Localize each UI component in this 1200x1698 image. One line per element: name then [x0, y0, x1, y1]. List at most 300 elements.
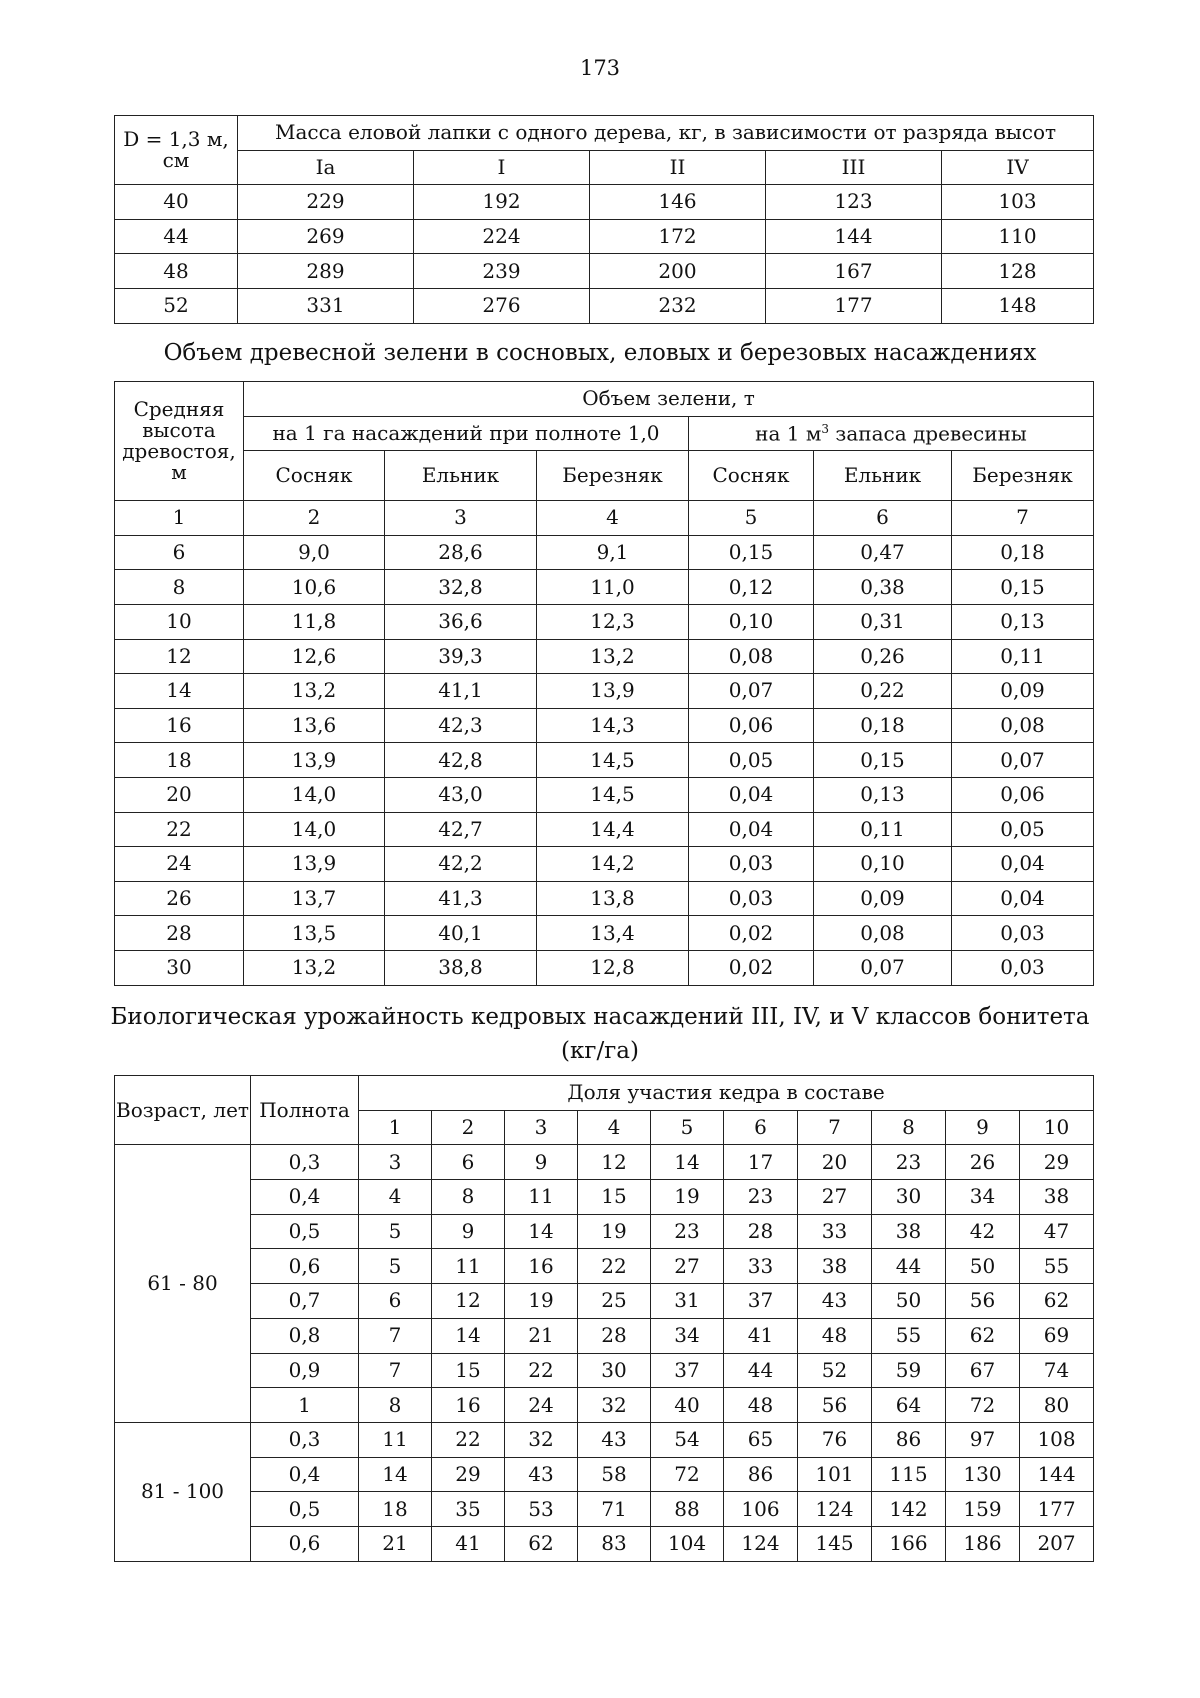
table3-density-header: Полнота — [251, 1076, 359, 1145]
table-cell: 0,22 — [814, 674, 952, 709]
table-row — [115, 288, 1094, 323]
table3-column-header: 7 — [798, 1110, 872, 1145]
table-cell: 28 — [578, 1318, 651, 1353]
table-cell: 80 — [1020, 1388, 1094, 1423]
table-cell: 124 — [798, 1492, 872, 1527]
table-cell: 13,4 — [537, 916, 689, 951]
table-cell: 142 — [872, 1492, 946, 1527]
table-cell: 59 — [872, 1353, 946, 1388]
table-cell: 104 — [651, 1526, 724, 1561]
table-cell: 0,06 — [689, 708, 814, 743]
table-cell: 27 — [651, 1249, 724, 1284]
table-cell: 101 — [798, 1457, 872, 1492]
table-cell: 14 — [651, 1145, 724, 1180]
table3-column-header: 5 — [651, 1110, 724, 1145]
table-cell: 16 — [432, 1388, 505, 1423]
table-row — [115, 916, 1094, 951]
table-cell: 11,8 — [244, 604, 385, 639]
table3-column-header: 2 — [432, 1110, 505, 1145]
table-cell: 58 — [578, 1457, 651, 1492]
table-cell: 0,09 — [814, 881, 952, 916]
table3-column-header: 1 — [359, 1110, 432, 1145]
table-row — [115, 1284, 1094, 1319]
table3-age-group: 81 - 100 — [115, 1422, 251, 1561]
table-cell: 52 — [115, 288, 238, 323]
table2-column-number: 6 — [814, 501, 952, 536]
table-cell: 13,8 — [537, 881, 689, 916]
table3-age-header: Возраст, лет — [115, 1076, 251, 1145]
table-cell: 12,3 — [537, 604, 689, 639]
table3-group-header: Доля участия кедра в составе — [359, 1076, 1094, 1111]
table1-column-header: III — [766, 150, 942, 185]
table-cell: 15 — [578, 1180, 651, 1215]
table-cell: 44 — [724, 1353, 798, 1388]
table2-body — [115, 382, 1094, 986]
table-cell: 0,10 — [814, 847, 952, 882]
table2-column-number: 5 — [689, 501, 814, 536]
table-row — [115, 812, 1094, 847]
table-cell: 10 — [115, 604, 244, 639]
table-cell: 62 — [505, 1526, 578, 1561]
table-cell: 144 — [766, 219, 942, 254]
table-row — [115, 674, 1094, 709]
table-cell: 166 — [872, 1526, 946, 1561]
table-cell: 42,8 — [385, 743, 537, 778]
table3-column-header: 10 — [1020, 1110, 1094, 1145]
table-row — [115, 881, 1094, 916]
table1-body — [115, 116, 1094, 324]
table-cell: 0,12 — [689, 570, 814, 605]
table-cell: 21 — [359, 1526, 432, 1561]
table1-column-header: Ia — [238, 150, 414, 185]
table-cell: 0,26 — [814, 639, 952, 674]
table-cell: 88 — [651, 1492, 724, 1527]
table-cell: 6 — [359, 1284, 432, 1319]
table-cell: 145 — [798, 1526, 872, 1561]
table-cell: 14 — [505, 1214, 578, 1249]
table-cell: 41 — [724, 1318, 798, 1353]
table-cell: 0,47 — [814, 535, 952, 570]
table2-caption: Объем древесной зелени в сосновых, еловых и березовых насаждениях — [163, 340, 1037, 366]
table-cell: 0,02 — [689, 916, 814, 951]
table-cell: 14 — [359, 1457, 432, 1492]
table-cell: 12 — [432, 1284, 505, 1319]
table-cell: 62 — [1020, 1284, 1094, 1319]
table-cell: 62 — [946, 1318, 1020, 1353]
table-cell: 7 — [359, 1353, 432, 1388]
table-cell: 33 — [798, 1214, 872, 1249]
table-cell: 106 — [724, 1492, 798, 1527]
table-cell: 0,6 — [251, 1249, 359, 1284]
table-row — [115, 1388, 1094, 1423]
table-row — [115, 604, 1094, 639]
table-cell: 8 — [432, 1180, 505, 1215]
table-cell: 0,03 — [689, 847, 814, 882]
table-cell: 41,1 — [385, 674, 537, 709]
table-cell: 331 — [238, 288, 414, 323]
table-cell: 37 — [724, 1284, 798, 1319]
table-row — [115, 1318, 1094, 1353]
table-cell: 128 — [942, 254, 1094, 289]
spruce-branch-mass-table — [114, 115, 1094, 324]
table2-column-number: 1 — [115, 501, 244, 536]
table-cell: 0,04 — [689, 812, 814, 847]
table-cell: 31 — [651, 1284, 724, 1319]
table-cell: 12,8 — [537, 950, 689, 985]
table-cell: 22 — [505, 1353, 578, 1388]
table1-row-header-label: D = 1,3 м, — [123, 127, 229, 152]
table2-subgroup-per-hectare: на 1 га насаждений при полноте 1,0 — [244, 416, 689, 451]
table-cell: 24 — [115, 847, 244, 882]
table-cell: 22 — [432, 1422, 505, 1457]
table-cell: 0,04 — [952, 881, 1094, 916]
table-cell: 177 — [766, 288, 942, 323]
table2-column-header: Березняк — [952, 451, 1094, 501]
table-cell: 9,1 — [537, 535, 689, 570]
table-cell: 0,08 — [814, 916, 952, 951]
table3-column-header: 8 — [872, 1110, 946, 1145]
table-cell: 25 — [578, 1284, 651, 1319]
table-cell: 3 — [359, 1145, 432, 1180]
table2-column-header: Сосняк — [689, 451, 814, 501]
table-cell: 5 — [359, 1214, 432, 1249]
table-cell: 0,03 — [689, 881, 814, 916]
table1-row-header — [115, 116, 238, 185]
table-cell: 39,3 — [385, 639, 537, 674]
table-row — [115, 185, 1094, 220]
table-cell: 18 — [115, 743, 244, 778]
table2-subgroup-per-cubic-meter — [689, 416, 1094, 451]
table-cell: 41,3 — [385, 881, 537, 916]
table-cell: 7 — [359, 1318, 432, 1353]
table-cell: 130 — [946, 1457, 1020, 1492]
table-cell: 14,5 — [537, 743, 689, 778]
table-cell: 40,1 — [385, 916, 537, 951]
cedar-yield-table — [114, 1075, 1094, 1562]
table3-column-header: 9 — [946, 1110, 1020, 1145]
table-cell: 239 — [414, 254, 590, 289]
table-cell: 0,5 — [251, 1214, 359, 1249]
table-row — [115, 535, 1094, 570]
table-cell: 229 — [238, 185, 414, 220]
table-cell: 8 — [359, 1388, 432, 1423]
table-cell: 23 — [872, 1145, 946, 1180]
table-cell: 43 — [798, 1284, 872, 1319]
table-cell: 13,9 — [244, 847, 385, 882]
table-cell: 0,15 — [689, 535, 814, 570]
table-cell: 13,5 — [244, 916, 385, 951]
table2-column-number: 7 — [952, 501, 1094, 536]
table-cell: 54 — [651, 1422, 724, 1457]
table-row — [115, 570, 1094, 605]
table-cell: 159 — [946, 1492, 1020, 1527]
table-cell: 289 — [238, 254, 414, 289]
table-cell: 0,7 — [251, 1284, 359, 1319]
table-cell: 19 — [578, 1214, 651, 1249]
table-cell: 0,07 — [952, 743, 1094, 778]
table-cell: 148 — [942, 288, 1094, 323]
table-cell: 144 — [1020, 1457, 1094, 1492]
table-cell: 43 — [505, 1457, 578, 1492]
table-cell: 200 — [590, 254, 766, 289]
table-cell: 48 — [798, 1318, 872, 1353]
table3-caption — [0, 1000, 1200, 1068]
table-cell: 48 — [115, 254, 238, 289]
table-cell: 14,0 — [244, 812, 385, 847]
table-cell: 71 — [578, 1492, 651, 1527]
table-row — [115, 1353, 1094, 1388]
table-cell: 40 — [651, 1388, 724, 1423]
table-cell: 0,6 — [251, 1526, 359, 1561]
table-cell: 72 — [651, 1457, 724, 1492]
table2-column-number: 3 — [385, 501, 537, 536]
table-cell: 28,6 — [385, 535, 537, 570]
table-cell: 65 — [724, 1422, 798, 1457]
table-cell: 172 — [590, 219, 766, 254]
table-cell: 52 — [798, 1353, 872, 1388]
table3-column-header: 6 — [724, 1110, 798, 1145]
table-cell: 0,07 — [814, 950, 952, 985]
table2-row-header: Средняя высота древостоя, м — [115, 382, 244, 501]
table-cell: 0,11 — [952, 639, 1094, 674]
table-cell: 103 — [942, 185, 1094, 220]
table1-group-header: Масса еловой лапки с одного дерева, кг, в зависимости от разряда высот — [238, 116, 1094, 151]
table-cell: 0,15 — [814, 743, 952, 778]
table-cell: 13,2 — [537, 639, 689, 674]
table-cell: 38 — [1020, 1180, 1094, 1215]
table-cell: 30 — [872, 1180, 946, 1215]
table-cell: 22 — [578, 1249, 651, 1284]
table2-subgroup2-sup: 3 — [821, 421, 830, 436]
table-cell: 16 — [505, 1249, 578, 1284]
table-cell: 8 — [115, 570, 244, 605]
table-cell: 32 — [505, 1422, 578, 1457]
table-cell: 83 — [578, 1526, 651, 1561]
table-cell: 177 — [1020, 1492, 1094, 1527]
table-cell: 0,18 — [952, 535, 1094, 570]
table-cell: 14,4 — [537, 812, 689, 847]
table-cell: 1 — [251, 1388, 359, 1423]
table-cell: 14 — [115, 674, 244, 709]
table-cell: 86 — [872, 1422, 946, 1457]
table-cell: 108 — [1020, 1422, 1094, 1457]
table-cell: 30 — [578, 1353, 651, 1388]
table-cell: 14,0 — [244, 777, 385, 812]
table3-column-header: 3 — [505, 1110, 578, 1145]
table-row — [115, 254, 1094, 289]
table-cell: 0,4 — [251, 1180, 359, 1215]
table-cell: 10,6 — [244, 570, 385, 605]
table-cell: 124 — [724, 1526, 798, 1561]
table-cell: 42,3 — [385, 708, 537, 743]
table1-column-header: IV — [942, 150, 1094, 185]
table-cell: 22 — [115, 812, 244, 847]
table-cell: 42 — [946, 1214, 1020, 1249]
table-cell: 48 — [724, 1388, 798, 1423]
table2-subgroup2-suffix: запаса древесины — [829, 421, 1027, 446]
table-row — [115, 1145, 1094, 1180]
table-cell: 34 — [651, 1318, 724, 1353]
table-cell: 0,04 — [952, 847, 1094, 882]
table-cell: 17 — [724, 1145, 798, 1180]
table-cell: 146 — [590, 185, 766, 220]
greenery-volume-table — [114, 381, 1094, 986]
table-cell: 34 — [946, 1180, 1020, 1215]
table-cell: 115 — [872, 1457, 946, 1492]
table-cell: 56 — [798, 1388, 872, 1423]
table-cell: 15 — [432, 1353, 505, 1388]
table-cell: 207 — [1020, 1526, 1094, 1561]
table-cell: 41 — [432, 1526, 505, 1561]
table-cell: 40 — [115, 185, 238, 220]
table-cell: 232 — [590, 288, 766, 323]
table-cell: 16 — [115, 708, 244, 743]
table-cell: 0,13 — [952, 604, 1094, 639]
table-cell: 29 — [1020, 1145, 1094, 1180]
table-cell: 11 — [432, 1249, 505, 1284]
table-cell: 28 — [724, 1214, 798, 1249]
table-cell: 26 — [115, 881, 244, 916]
table-cell: 0,03 — [952, 950, 1094, 985]
table-cell: 0,11 — [814, 812, 952, 847]
table-cell: 72 — [946, 1388, 1020, 1423]
table-cell: 27 — [798, 1180, 872, 1215]
table-cell: 0,08 — [952, 708, 1094, 743]
table-cell: 14,5 — [537, 777, 689, 812]
table-cell: 38 — [872, 1214, 946, 1249]
table-cell: 55 — [1020, 1249, 1094, 1284]
table-cell: 11 — [359, 1422, 432, 1457]
table-cell: 13,9 — [244, 743, 385, 778]
table-cell: 36,6 — [385, 604, 537, 639]
table-cell: 0,9 — [251, 1353, 359, 1388]
table-cell: 0,3 — [251, 1422, 359, 1457]
table-cell: 20 — [115, 777, 244, 812]
table-row — [115, 219, 1094, 254]
table1-column-header: I — [414, 150, 590, 185]
table-cell: 14 — [432, 1318, 505, 1353]
table-cell: 14,3 — [537, 708, 689, 743]
table3-column-header: 4 — [578, 1110, 651, 1145]
table-cell: 6 — [115, 535, 244, 570]
table-cell: 269 — [238, 219, 414, 254]
table-cell: 76 — [798, 1422, 872, 1457]
table-cell: 43 — [578, 1422, 651, 1457]
table-cell: 50 — [946, 1249, 1020, 1284]
table-cell: 20 — [798, 1145, 872, 1180]
table2-column-header: Сосняк — [244, 451, 385, 501]
table-cell: 0,8 — [251, 1318, 359, 1353]
table-row — [115, 743, 1094, 778]
table-cell: 42,7 — [385, 812, 537, 847]
table-cell: 0,09 — [952, 674, 1094, 709]
table1-column-header: II — [590, 150, 766, 185]
table1-row-header-unit: см — [162, 148, 190, 173]
table-cell: 0,4 — [251, 1457, 359, 1492]
table2-column-header: Ельник — [814, 451, 952, 501]
table-cell: 13,2 — [244, 674, 385, 709]
table2-column-header: Березняк — [537, 451, 689, 501]
table-cell: 0,5 — [251, 1492, 359, 1527]
table-cell: 11 — [505, 1180, 578, 1215]
table-cell: 12,6 — [244, 639, 385, 674]
table-cell: 24 — [505, 1388, 578, 1423]
table-cell: 9,0 — [244, 535, 385, 570]
table-cell: 0,13 — [814, 777, 952, 812]
page-number: 173 — [579, 56, 621, 80]
table2-subgroup2-prefix: на 1 м — [755, 421, 822, 446]
table-cell: 53 — [505, 1492, 578, 1527]
table-cell: 4 — [359, 1180, 432, 1215]
table-cell: 0,03 — [952, 916, 1094, 951]
table-cell: 37 — [651, 1353, 724, 1388]
table2-group-header: Объем зелени, т — [244, 382, 1094, 417]
table-cell: 14,2 — [537, 847, 689, 882]
table-cell: 38 — [798, 1249, 872, 1284]
table-cell: 67 — [946, 1353, 1020, 1388]
table-cell: 0,06 — [952, 777, 1094, 812]
table-cell: 74 — [1020, 1353, 1094, 1388]
table-cell: 50 — [872, 1284, 946, 1319]
table-cell: 11,0 — [537, 570, 689, 605]
table-row — [115, 847, 1094, 882]
table-row — [115, 1249, 1094, 1284]
table-cell: 0,31 — [814, 604, 952, 639]
table2-column-header: Ельник — [385, 451, 537, 501]
table-cell: 13,6 — [244, 708, 385, 743]
table-cell: 44 — [115, 219, 238, 254]
table-cell: 38,8 — [385, 950, 537, 985]
table-cell: 192 — [414, 185, 590, 220]
table-cell: 167 — [766, 254, 942, 289]
table-cell: 0,05 — [952, 812, 1094, 847]
table-cell: 0,10 — [689, 604, 814, 639]
table-row — [115, 708, 1094, 743]
table-cell: 6 — [432, 1145, 505, 1180]
table-cell: 56 — [946, 1284, 1020, 1319]
table-cell: 35 — [432, 1492, 505, 1527]
table-cell: 0,08 — [689, 639, 814, 674]
table-cell: 26 — [946, 1145, 1020, 1180]
table-cell: 86 — [724, 1457, 798, 1492]
table-cell: 28 — [115, 916, 244, 951]
table-row — [115, 1492, 1094, 1527]
table3-body — [115, 1076, 1094, 1562]
table-cell: 32,8 — [385, 570, 537, 605]
table-cell: 23 — [651, 1214, 724, 1249]
table-cell: 123 — [766, 185, 942, 220]
table-cell: 43,0 — [385, 777, 537, 812]
table-row — [115, 777, 1094, 812]
table3-caption-line1: Биологическая урожайность кедровых насаждений III, IV, и V классов бонитета — [110, 1004, 1090, 1030]
table-cell: 21 — [505, 1318, 578, 1353]
table-cell: 0,18 — [814, 708, 952, 743]
table-row — [115, 639, 1094, 674]
table-cell: 23 — [724, 1180, 798, 1215]
table-cell: 0,05 — [689, 743, 814, 778]
table3-caption-line2: (кг/га) — [561, 1038, 639, 1064]
table-cell: 0,04 — [689, 777, 814, 812]
table-cell: 186 — [946, 1526, 1020, 1561]
table-cell: 12 — [115, 639, 244, 674]
table-cell: 19 — [651, 1180, 724, 1215]
table-cell: 5 — [359, 1249, 432, 1284]
table-cell: 0,38 — [814, 570, 952, 605]
table-cell: 0,3 — [251, 1145, 359, 1180]
table-cell: 44 — [872, 1249, 946, 1284]
table-cell: 13,9 — [537, 674, 689, 709]
table2-column-number: 2 — [244, 501, 385, 536]
